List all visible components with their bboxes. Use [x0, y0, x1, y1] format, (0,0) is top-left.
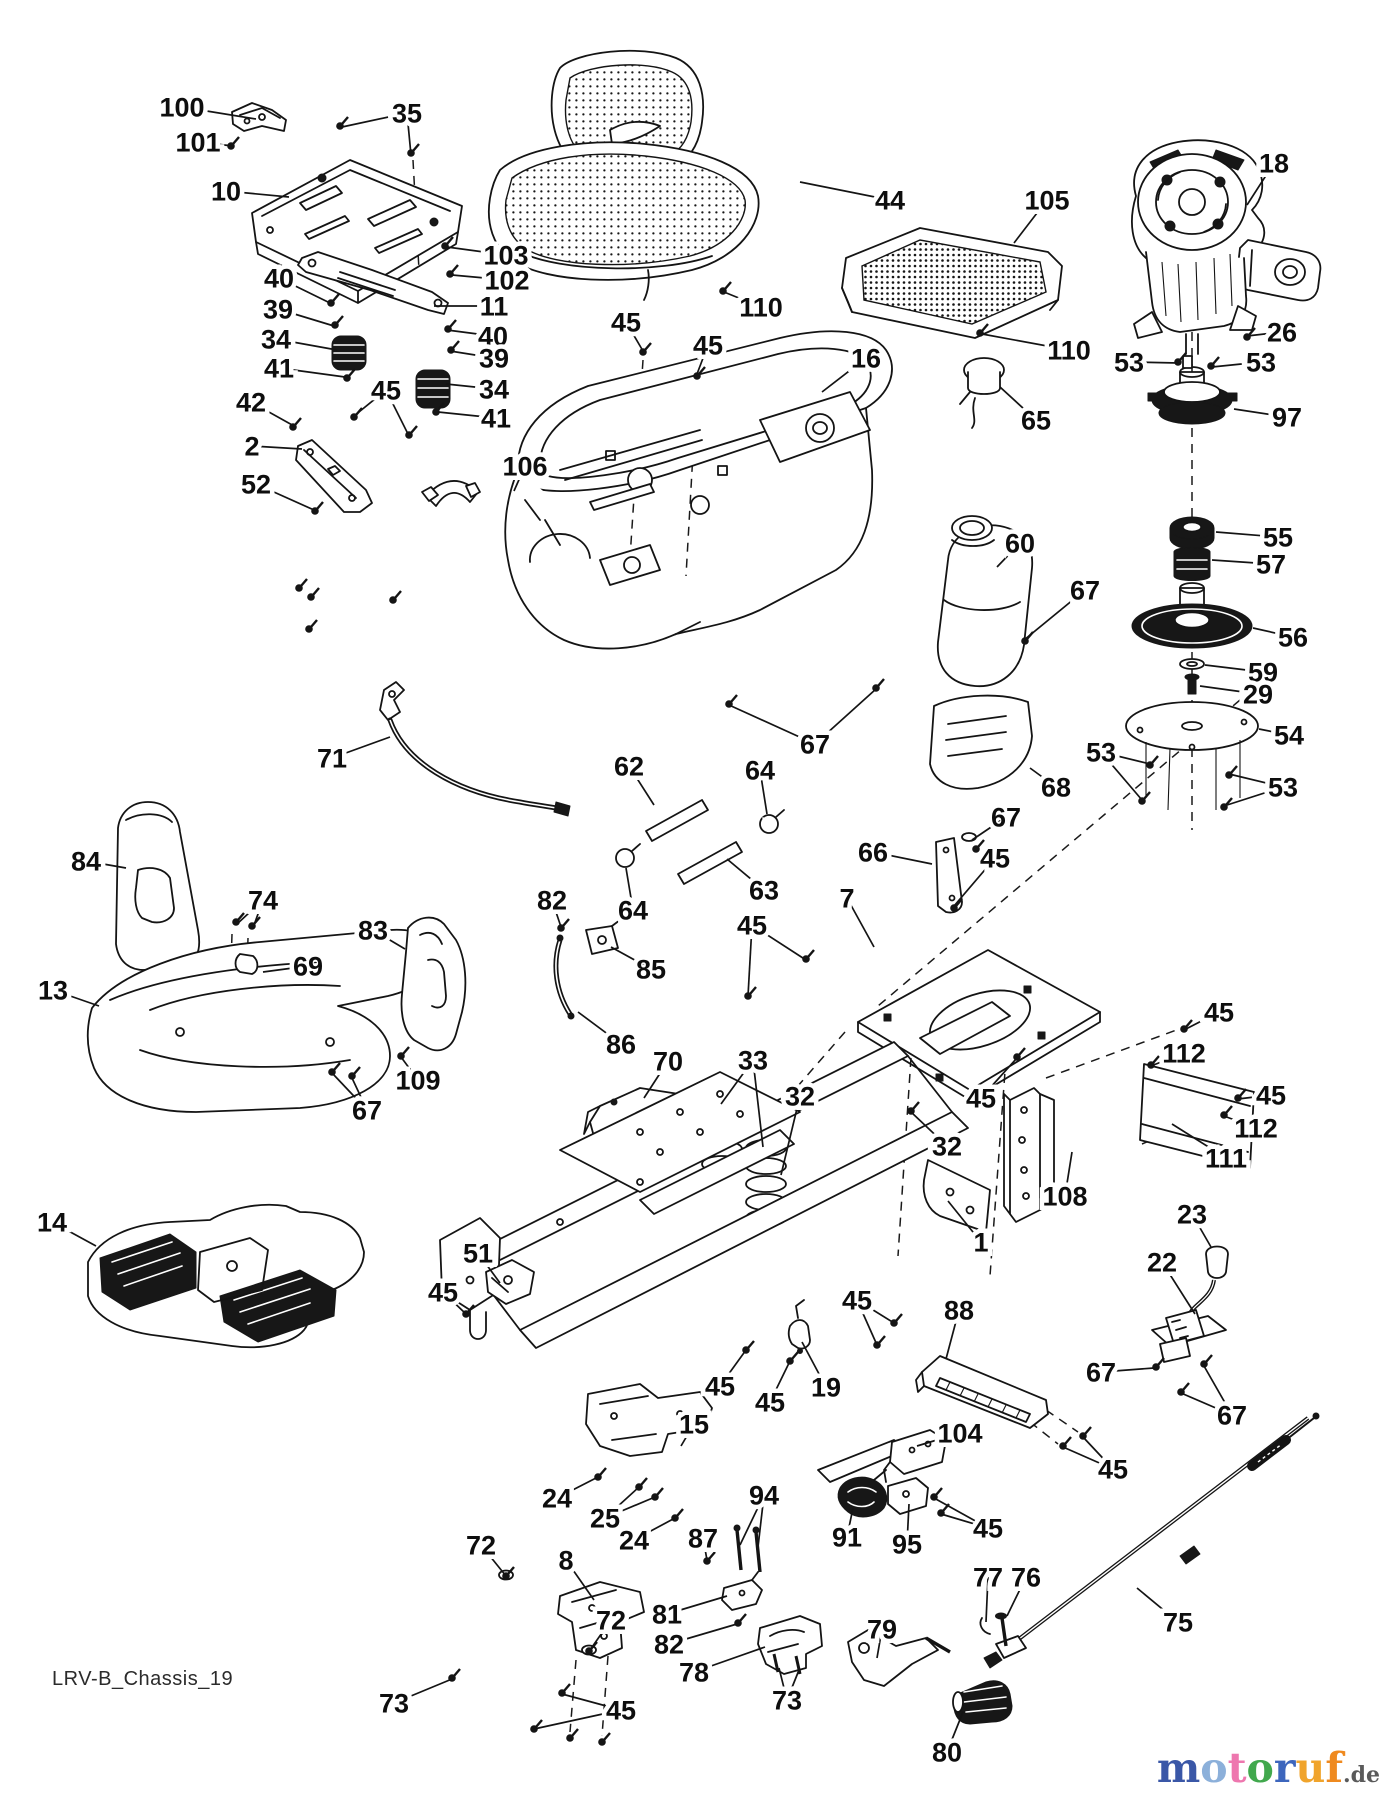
part-number-41: 41: [263, 353, 295, 384]
part-number-65: 65: [1020, 405, 1052, 436]
part-number-62: 62: [613, 751, 645, 782]
clamps-64-drawing: [616, 810, 784, 867]
fastener-head: [447, 346, 455, 354]
part-number-45: 45: [841, 1285, 873, 1316]
fastener-shank: [641, 1478, 647, 1485]
part-number-105: 105: [1024, 185, 1070, 216]
part-number-2: 2: [244, 431, 260, 462]
pulley-56-drawing: [1132, 583, 1252, 648]
part-number-53: 53: [1085, 737, 1117, 768]
part-number-44: 44: [874, 185, 906, 216]
fastener-shank: [450, 320, 456, 327]
part-number-11: 11: [479, 291, 509, 322]
part-number-45: 45: [605, 1695, 637, 1726]
part-number-53: 53: [1245, 347, 1277, 378]
part-number-94: 94: [748, 1480, 780, 1511]
fastener-shank: [233, 137, 239, 144]
part-number-91: 91: [831, 1522, 863, 1553]
fastener-shank: [936, 1488, 942, 1495]
fastener-shank: [337, 316, 343, 323]
part-number-45: 45: [370, 375, 402, 406]
fastener-shank: [1206, 1355, 1212, 1362]
part-number-40: 40: [263, 263, 295, 294]
part-number-45: 45: [1255, 1080, 1287, 1111]
fastener-head: [397, 1052, 405, 1060]
handle-106-drawing: [422, 481, 480, 506]
part-number-83: 83: [357, 915, 389, 946]
carburetor-65-drawing: [960, 358, 1004, 428]
fastener-shank: [311, 620, 317, 627]
rear-cover-105-drawing: [842, 228, 1062, 338]
fastener-shank: [342, 117, 348, 124]
rod-19-drawing: [789, 1300, 810, 1354]
part-number-34: 34: [260, 324, 292, 355]
cable-75-drawing: [984, 1413, 1319, 1668]
part-number-72: 72: [595, 1605, 627, 1636]
part-number-106: 106: [502, 451, 548, 482]
washer-59-bolt-29-drawing: [1180, 659, 1204, 694]
part-number-33: 33: [737, 1045, 769, 1076]
fastener-shank: [1065, 1437, 1071, 1444]
part-number-63: 63: [748, 875, 780, 906]
logo-letter: t: [1227, 1744, 1247, 1792]
fastener-shank: [879, 1336, 885, 1343]
callout-leader-lines: [52, 107, 1293, 1752]
bracket-2-drawing: [296, 440, 372, 512]
drawing-code: LRV-B_Chassis_19: [52, 1668, 234, 1690]
part-number-103: 103: [483, 240, 529, 271]
part-number-22: 22: [1146, 1247, 1178, 1278]
part-number-35: 35: [391, 98, 423, 129]
part-number-101: 101: [175, 127, 221, 158]
fastener-head: [1013, 1053, 1021, 1061]
part-number-67: 67: [1216, 1400, 1248, 1431]
rod-86-drawing: [556, 935, 574, 1019]
part-number-64: 64: [617, 895, 649, 926]
fastener-head: [389, 596, 397, 604]
part-number-109: 109: [395, 1065, 441, 1096]
part-number-73: 73: [378, 1688, 410, 1719]
part-number-70: 70: [652, 1046, 684, 1077]
bushing-57-drawing: [1174, 548, 1210, 581]
part-number-87: 87: [687, 1523, 719, 1554]
washer-67-drawing: [962, 833, 976, 841]
fastener-shank: [604, 1733, 610, 1740]
fastener-shank: [878, 679, 884, 686]
part-number-79: 79: [866, 1614, 898, 1645]
fastener-head: [305, 625, 313, 633]
part-number-67: 67: [1069, 575, 1101, 606]
part-number-59: 59: [1247, 657, 1279, 688]
fastener-shank: [1085, 1427, 1091, 1434]
part-number-1: 1: [973, 1227, 989, 1258]
bracket-81-drawing: [722, 1572, 762, 1610]
part-number-53: 53: [1113, 347, 1145, 378]
fastener-head: [598, 1738, 606, 1746]
part-number-84: 84: [70, 846, 102, 877]
part-number-111: 111: [1204, 1143, 1248, 1174]
part-number-52: 52: [240, 469, 272, 500]
part-number-18: 18: [1258, 148, 1290, 179]
fastener-head: [976, 329, 984, 337]
part-number-71: 71: [316, 743, 348, 774]
part-number-45: 45: [754, 1387, 786, 1418]
part-number-45: 45: [1097, 1454, 1129, 1485]
fastener-shank: [645, 343, 651, 350]
part-number-55: 55: [1262, 522, 1294, 553]
fastener-head: [441, 242, 449, 250]
plate-88-drawing: [916, 1356, 1048, 1428]
part-number-32: 32: [931, 1131, 963, 1162]
part-number-110: 110: [1047, 335, 1091, 366]
fastener-head: [719, 287, 727, 295]
logo-letter: u: [1295, 1744, 1326, 1792]
fastener-shank: [657, 1488, 663, 1495]
part-number-34: 34: [478, 374, 510, 405]
part-number-82: 82: [536, 885, 568, 916]
fastener-head: [566, 1734, 574, 1742]
part-number-67: 67: [351, 1095, 383, 1126]
fastener-shank: [313, 588, 319, 595]
part-number-45: 45: [736, 910, 768, 941]
logo-letter: o: [1246, 1744, 1274, 1792]
pedal-pad-80-drawing: [953, 1681, 1012, 1724]
fastener-shank: [748, 1341, 754, 1348]
part-number-69: 69: [292, 951, 324, 982]
spacer-55-drawing: [1170, 517, 1214, 549]
part-number-15: 15: [678, 1409, 710, 1440]
part-number-45: 45: [1203, 997, 1235, 1028]
logo-letter: o: [1200, 1744, 1228, 1792]
bracket-83-drawing: [402, 918, 466, 1051]
fastener-shank: [731, 695, 737, 702]
part-number-45: 45: [972, 1513, 1004, 1544]
part-number-26: 26: [1266, 317, 1298, 348]
fastener-shank: [808, 950, 814, 957]
fastener-shank: [725, 282, 731, 289]
part-number-108: 108: [1042, 1181, 1088, 1212]
motoruf-logo[interactable]: [1156, 1744, 1380, 1792]
part-number-24: 24: [618, 1525, 650, 1556]
cable-71-drawing: [380, 682, 570, 816]
part-number-23: 23: [1176, 1199, 1208, 1230]
fastener-shank: [403, 1047, 409, 1054]
fastener-head: [558, 1689, 566, 1697]
fastener-shank: [452, 265, 458, 272]
part-number-73: 73: [771, 1685, 803, 1716]
fastener-head: [444, 325, 452, 333]
fastener-head: [307, 593, 315, 601]
fastener-shank: [317, 502, 323, 509]
part-number-74: 74: [247, 885, 279, 916]
fastener-shank: [453, 341, 459, 348]
heat-shield-68-drawing: [930, 696, 1032, 789]
part-number-86: 86: [605, 1029, 637, 1060]
part-number-102: 102: [484, 265, 530, 296]
part-number-29: 29: [1242, 679, 1274, 710]
part-number-60: 60: [1004, 528, 1036, 559]
fastener-shank: [395, 591, 401, 598]
part-number-85: 85: [635, 954, 667, 985]
part-number-75: 75: [1162, 1607, 1194, 1638]
logo-letter: r: [1273, 1744, 1296, 1792]
fastener-shank: [301, 579, 307, 586]
fastener-shank: [413, 144, 419, 151]
part-number-8: 8: [558, 1545, 574, 1576]
fastener-shank: [454, 1669, 460, 1676]
bracket-78-drawing: [758, 1616, 822, 1674]
fastener-shank: [896, 1314, 902, 1321]
part-number-45: 45: [692, 330, 724, 361]
part-number-67: 67: [990, 802, 1022, 833]
part-number-56: 56: [1277, 622, 1309, 653]
part-number-7: 7: [839, 883, 855, 914]
fastener-shank: [913, 1102, 919, 1109]
part-number-80: 80: [931, 1737, 963, 1768]
part-number-100: 100: [159, 92, 205, 123]
part-number-97: 97: [1271, 402, 1303, 433]
fastener-shank: [750, 987, 756, 994]
part-number-19: 19: [810, 1372, 842, 1403]
part-number-67: 67: [799, 729, 831, 760]
part-number-14: 14: [36, 1207, 68, 1238]
logo-letter: m: [1156, 1744, 1201, 1792]
fastener-head: [1152, 1363, 1160, 1371]
part-number-76: 76: [1010, 1562, 1042, 1593]
part-number-77: 77: [972, 1562, 1004, 1593]
part-number-112: 112: [1234, 1113, 1278, 1144]
fastener-shank: [1231, 766, 1237, 773]
fastener-head: [343, 374, 351, 382]
fastener-shank: [572, 1729, 578, 1736]
fastener-head: [1146, 761, 1154, 769]
fastener-head: [446, 270, 454, 278]
part-number-57: 57: [1255, 549, 1287, 580]
clip-69-drawing: [236, 954, 258, 974]
part-number-45: 45: [979, 843, 1011, 874]
motoruf-logo-suffix: .de: [1342, 1762, 1380, 1788]
fastener-shank: [333, 294, 339, 301]
fastener-head: [1138, 797, 1146, 805]
part-number-54: 54: [1273, 720, 1305, 751]
part-number-82: 82: [653, 1629, 685, 1660]
part-number-32: 32: [784, 1081, 816, 1112]
part-number-53: 53: [1267, 772, 1299, 803]
fastener-shank: [677, 1509, 683, 1516]
part-number-25: 25: [589, 1503, 621, 1534]
fastener-head: [295, 584, 303, 592]
part-number-40: 40: [477, 321, 509, 352]
part-number-13: 13: [37, 975, 69, 1006]
part-number-41: 41: [480, 403, 512, 434]
fastener-shank: [536, 1720, 542, 1727]
fastener-shank: [411, 426, 417, 433]
part-number-45: 45: [427, 1277, 459, 1308]
part-number-39: 39: [478, 343, 510, 374]
part-number-81: 81: [651, 1599, 683, 1630]
part-number-67: 67: [1085, 1357, 1117, 1388]
latch-91-drawing: [838, 1470, 887, 1517]
part-number-45: 45: [610, 307, 642, 338]
part-number-16: 16: [850, 343, 882, 374]
part-number-24: 24: [541, 1483, 573, 1514]
part-number-42: 42: [235, 387, 267, 418]
logo-letter: f: [1325, 1744, 1343, 1792]
part-number-88: 88: [943, 1295, 975, 1326]
part-number-112: 112: [1162, 1038, 1206, 1069]
fastener-shank: [1152, 756, 1158, 763]
part-number-51: 51: [462, 1238, 494, 1269]
part-number-72: 72: [465, 1530, 497, 1561]
fastener-head: [972, 845, 980, 853]
part-number-10: 10: [210, 176, 242, 207]
seat-44-drawing: [489, 51, 759, 300]
fastener-shank: [1213, 357, 1219, 364]
fastener-shank: [1144, 792, 1150, 799]
footrest-14-drawing: [88, 1205, 364, 1347]
part-number-110: 110: [739, 292, 783, 323]
motoruf-logo-letters: [1157, 1744, 1343, 1792]
part-number-104: 104: [937, 1418, 983, 1449]
part-number-66: 66: [857, 837, 889, 868]
fastener-shank: [740, 1614, 746, 1621]
fastener-shank: [564, 1684, 570, 1691]
part-number-45: 45: [704, 1371, 736, 1402]
rods-62-63-drawing: [646, 800, 742, 884]
fastener-shank: [600, 1468, 606, 1475]
part-number-39: 39: [262, 294, 294, 325]
part-number-68: 68: [1040, 772, 1072, 803]
fastener-shank: [792, 1352, 798, 1359]
fastener-shank: [1153, 1056, 1159, 1063]
part-number-78: 78: [678, 1657, 710, 1688]
part-number-95: 95: [891, 1529, 923, 1560]
fastener-shank: [563, 919, 569, 926]
fastener-shank: [295, 418, 301, 425]
fastener-head: [1243, 333, 1251, 341]
pedal-arm-79-drawing: [848, 1630, 950, 1686]
fastener-head: [734, 1619, 742, 1627]
part-number-45: 45: [965, 1083, 997, 1114]
part-number-64: 64: [744, 755, 776, 786]
fastener-head: [1174, 358, 1182, 366]
fastener-shank: [1183, 1383, 1189, 1390]
